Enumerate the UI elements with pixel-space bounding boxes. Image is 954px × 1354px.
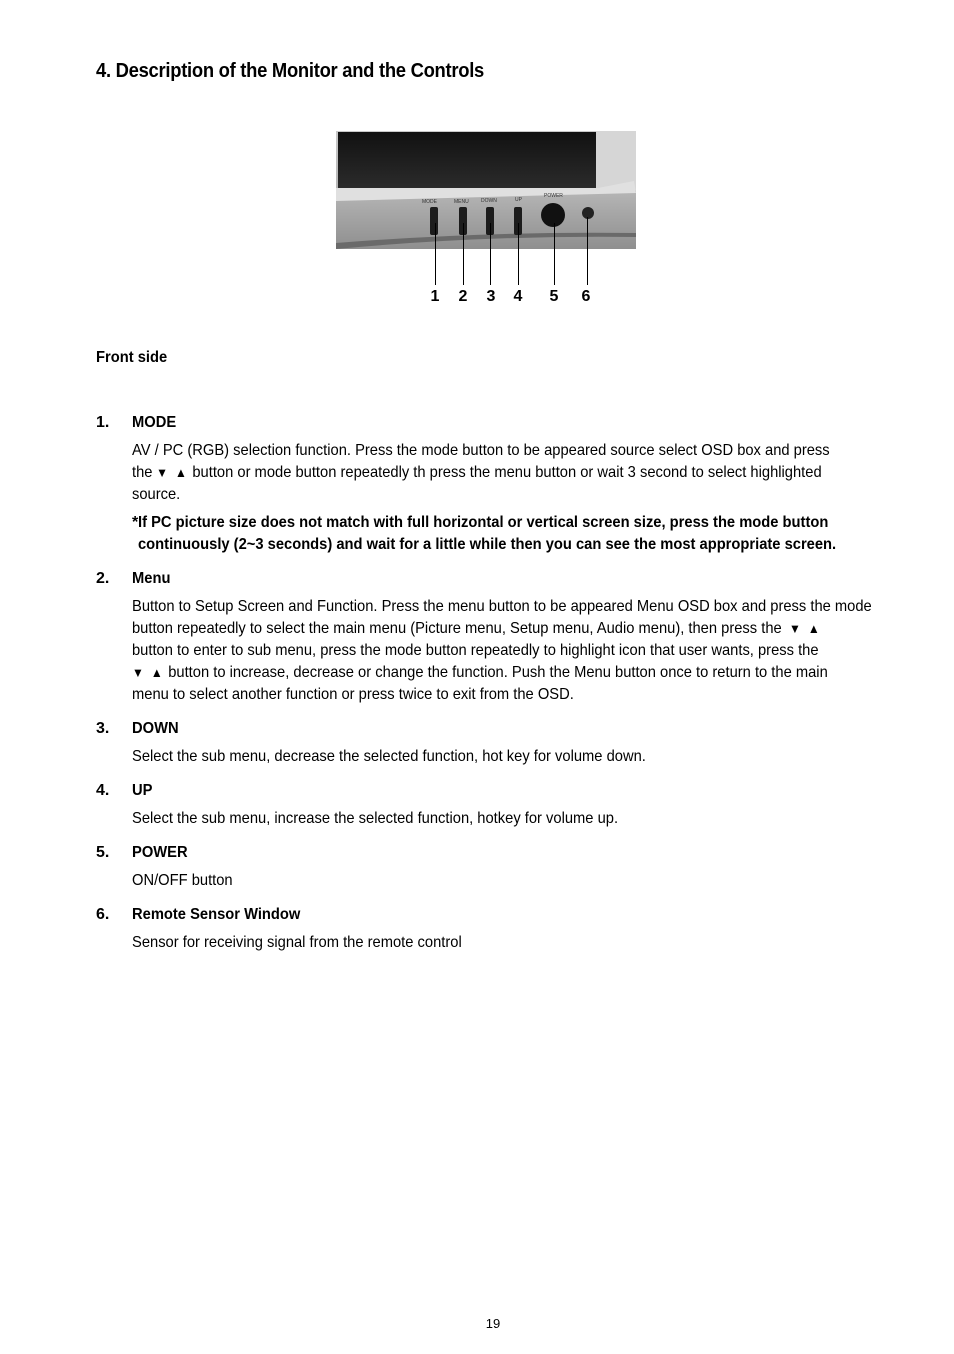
down-up-arrows-icon: ▼ ▲ — [132, 665, 165, 680]
note-line: If PC picture size does not match with full horizontal or vertical screen size, press the mode button — [138, 514, 829, 531]
line-text: button repeatedly to select the main menu (Picture menu, Setup menu, Audio menu), then press the — [132, 620, 782, 637]
item-description — [132, 746, 886, 768]
down-up-arrows-icon: ▼ ▲ — [789, 621, 822, 636]
item-description — [132, 808, 886, 830]
down-button-label: DOWN — [481, 198, 497, 204]
line-text: button or mode button repeatedly th press the menu button or wait 3 second to select highlighted — [192, 464, 822, 481]
item-description — [132, 932, 886, 954]
description-line: Sensor for receiving signal from the remote control — [132, 934, 462, 951]
item-number: 1. — [96, 414, 110, 431]
callout-line-5 — [554, 223, 555, 285]
list-item — [96, 842, 896, 892]
note-line: continuously (2~3 seconds) and wait for a little while then you can see the most appropriate screen. — [138, 536, 837, 553]
item-title: UP — [132, 782, 153, 799]
item-number: 4. — [96, 782, 110, 799]
callout-number-5: 5 — [549, 288, 559, 305]
description-line — [132, 618, 886, 640]
monitor-bezel-photo — [336, 131, 646, 256]
list-item — [96, 412, 896, 556]
list-item — [96, 904, 896, 954]
callout-line-1 — [435, 223, 436, 285]
item-number: 3. — [96, 720, 110, 737]
page-number: 19 — [485, 1316, 501, 1331]
monitor-controls-figure — [336, 131, 646, 311]
note-asterisk: * — [132, 514, 139, 531]
page-heading: 4. Description of the Monitor and the Controls — [96, 60, 485, 82]
item-title: Menu — [132, 570, 171, 587]
item-title: DOWN — [132, 720, 179, 737]
callout-number-6: 6 — [581, 288, 591, 305]
line-prefix: the — [132, 464, 153, 481]
item-number: 6. — [96, 906, 110, 923]
callout-number-1: 1 — [430, 288, 440, 305]
line-text: button to increase, decrease or change the function. Push the Menu button once to return to the main — [168, 664, 828, 681]
list-item — [96, 780, 896, 830]
description-line: menu to select another function or press twice to exit from the OSD. — [132, 686, 574, 703]
power-button-label: POWER — [544, 193, 563, 199]
description-line: Select the sub menu, increase the selected function, hotkey for volume up. — [132, 810, 619, 827]
remote-sensor-window — [582, 207, 594, 219]
item-description — [132, 596, 886, 706]
mode-button-label: MODE — [422, 199, 437, 205]
description-line: source. — [132, 486, 181, 503]
description-line — [132, 462, 886, 484]
description-line: AV / PC (RGB) selection function. Press the mode button to be appeared source select OSD box and press — [132, 442, 830, 459]
callout-line-3 — [490, 223, 491, 285]
item-number: 2. — [96, 570, 110, 587]
power-button[interactable] — [541, 203, 565, 227]
callout-line-2 — [463, 223, 464, 285]
item-title: Remote Sensor Window — [132, 906, 301, 923]
callout-number-2: 2 — [458, 288, 468, 305]
item-title: MODE — [132, 414, 177, 431]
down-up-arrows-icon: ▼ ▲ — [156, 465, 189, 480]
description-line: Select the sub menu, decrease the selected function, hot key for volume down. — [132, 748, 646, 765]
section-title: Front side — [96, 349, 168, 366]
item-number: 5. — [96, 844, 110, 861]
up-button-label: UP — [515, 197, 522, 203]
callout-line-6 — [587, 217, 588, 285]
callout-line-4 — [518, 223, 519, 285]
description-line: button to enter to sub menu, press the mode button repeatedly to highlight icon that user wants, press the — [132, 642, 819, 659]
item-description — [132, 870, 886, 892]
description-line: ON/OFF button — [132, 872, 233, 889]
item-description — [132, 440, 886, 506]
callout-number-4: 4 — [513, 288, 523, 305]
menu-button-label: MENU — [454, 199, 469, 205]
list-item — [96, 718, 896, 768]
controls-list — [96, 412, 896, 966]
list-item — [96, 568, 896, 706]
item-title: POWER — [132, 844, 188, 861]
note — [132, 512, 896, 556]
callout-number-3: 3 — [486, 288, 496, 305]
description-line — [132, 662, 886, 684]
description-line: Button to Setup Screen and Function. Press the menu button to be appeared Menu OSD box and press the mode — [132, 598, 872, 615]
mode-button[interactable] — [430, 207, 438, 235]
